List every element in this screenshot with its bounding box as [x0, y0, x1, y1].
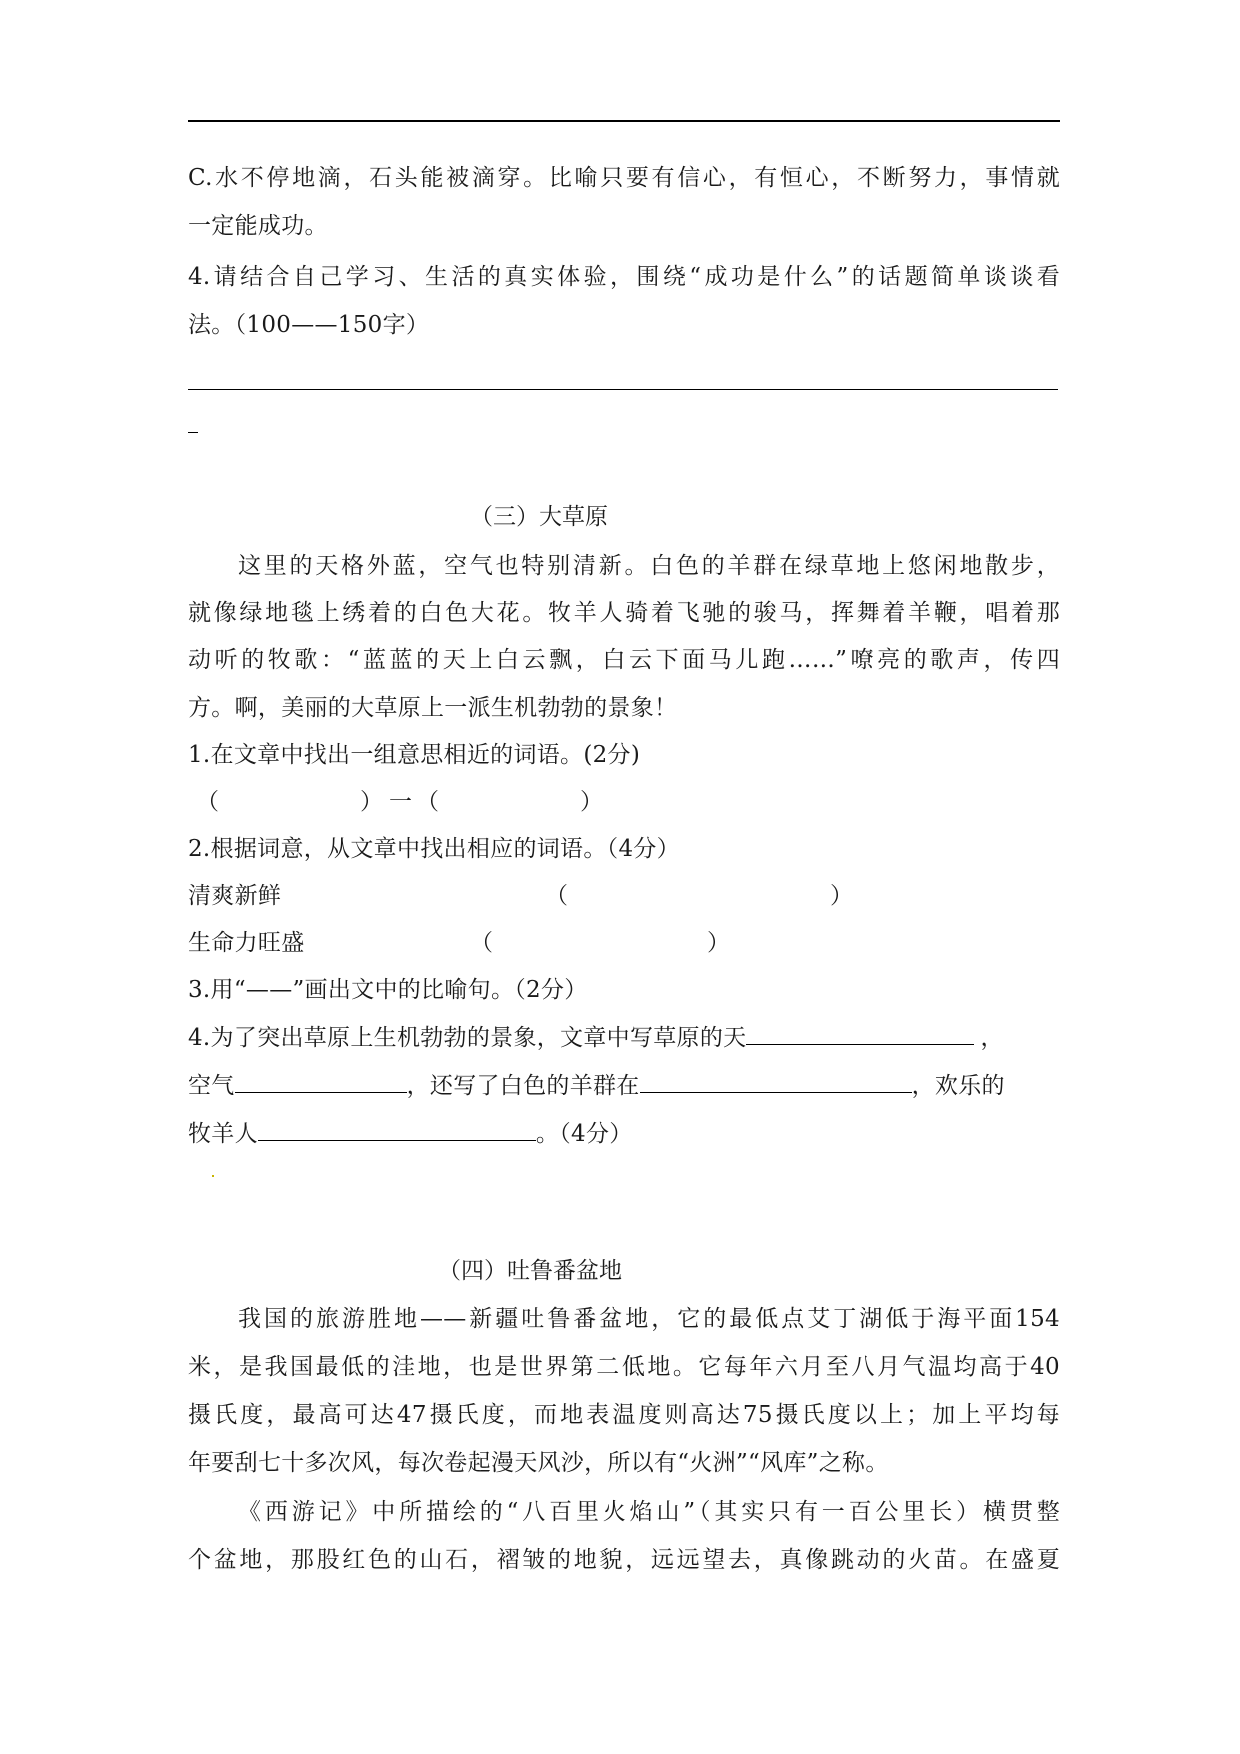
section-3-question-4-line-1 — [188, 1022, 1004, 1053]
q4-blank-herder[interactable] — [258, 1118, 536, 1141]
q2-item-2: 生命力旺盛 — [188, 930, 305, 956]
q4-text-4: ，欢乐的 — [911, 1073, 1005, 1099]
q4-text-2: 空气 — [188, 1073, 235, 1099]
q4-text-6: 。（4分） — [535, 1121, 633, 1147]
section-4-title: （四）吐鲁番盆地 — [438, 1258, 622, 1284]
section-3-title: （三）大草原 — [470, 504, 608, 530]
q4-comma: ， — [980, 1025, 1004, 1051]
question-4-line-1: 4.请结合自己学习、生活的真实体验，围绕“成功是什么”的话题简单谈谈看 — [188, 264, 1060, 290]
scan-speck — [212, 1175, 214, 1177]
q4-blank-sky[interactable] — [746, 1022, 974, 1045]
passage-3-line-2: 就像绿地毯上绣着的白色大花。牧羊人骑着飞驰的骏马，挥舞着羊鞭，唱着那 — [188, 600, 1060, 626]
q1-dash: 一 — [389, 789, 412, 815]
header-rule — [188, 120, 1060, 122]
passage-4-p2-line-2: 个盆地，那股红色的山石，褶皱的地貌，远远望去，真像跳动的火苗。在盛夏 — [188, 1547, 1060, 1573]
question-4-line-2: 法。（100——150字） — [188, 312, 430, 338]
option-c-line-2: 一定能成功。 — [188, 213, 328, 239]
passage-3-line-1: 这里的天格外蓝，空气也特别清新。白色的羊群在绿草地上悠闲地散步， — [238, 553, 1060, 579]
q4-text-3: ，还写了白色的羊群在 — [406, 1073, 640, 1099]
q1-open-bracket-2: （ — [416, 789, 439, 815]
q2-open-bracket-1: （ — [545, 883, 568, 909]
q4-blank-sheep[interactable] — [640, 1070, 912, 1093]
section-3-question-4-line-2 — [188, 1070, 1005, 1101]
section-3-question-4-line-3 — [188, 1118, 633, 1149]
q1-close-bracket-2: ） — [580, 789, 603, 815]
passage-4-p1-line-3: 摄氏度，最高可达47摄氏度，而地表温度则高达75摄氏度以上；加上平均每 — [188, 1402, 1060, 1428]
q2-item-1: 清爽新鲜 — [188, 883, 282, 909]
answer-line[interactable] — [188, 389, 1058, 390]
section-3-question-2: 2.根据词意，从文章中找出相应的词语。（4分） — [188, 836, 680, 862]
passage-4-p1-line-4: 年要刮七十多次风，每次卷起漫天风沙，所以有“火洲”“风库”之称。 — [188, 1450, 889, 1476]
q1-close-bracket-1: ） — [360, 789, 383, 815]
q1-open-bracket-1: （ — [196, 789, 219, 815]
passage-4-p1-line-1: 我国的旅游胜地——新疆吐鲁番盆地，它的最低点艾丁湖低于海平面154 — [238, 1306, 1060, 1332]
q4-blank-air[interactable] — [235, 1070, 407, 1093]
q2-open-bracket-2: （ — [470, 930, 493, 956]
q4-text-1: 4.为了突出草原上生机勃勃的景象，文章中写草原的天 — [188, 1025, 747, 1051]
passage-4-p1-line-2: 米，是我国最低的洼地，也是世界第二低地。它每年六月至八月气温均高于40 — [188, 1354, 1060, 1380]
option-c-line-1: C.水不停地滴，石头能被滴穿。比喻只要有信心，有恒心，不断努力，事情就 — [188, 165, 1060, 191]
passage-3-line-4: 方。啊，美丽的大草原上一派生机勃勃的景象！ — [188, 695, 678, 721]
q2-close-bracket-2: ） — [707, 930, 730, 956]
q4-text-5: 牧羊人 — [188, 1121, 258, 1147]
passage-3-line-3: 动听的牧歌：“蓝蓝的天上白云飘，白云下面马儿跑……”嘹亮的歌声，传四 — [188, 647, 1060, 673]
passage-4-p2-line-1: 《西游记》中所描绘的“八百里火焰山”（其实只有一百公里长）横贯整 — [238, 1499, 1060, 1525]
q2-close-bracket-1: ） — [830, 883, 853, 909]
section-3-question-1: 1.在文章中找出一组意思相近的词语。(2分) — [188, 742, 641, 768]
section-3-question-3: 3.用“——”画出文中的比喻句。（2分） — [188, 977, 588, 1003]
answer-line-stub — [188, 432, 198, 433]
